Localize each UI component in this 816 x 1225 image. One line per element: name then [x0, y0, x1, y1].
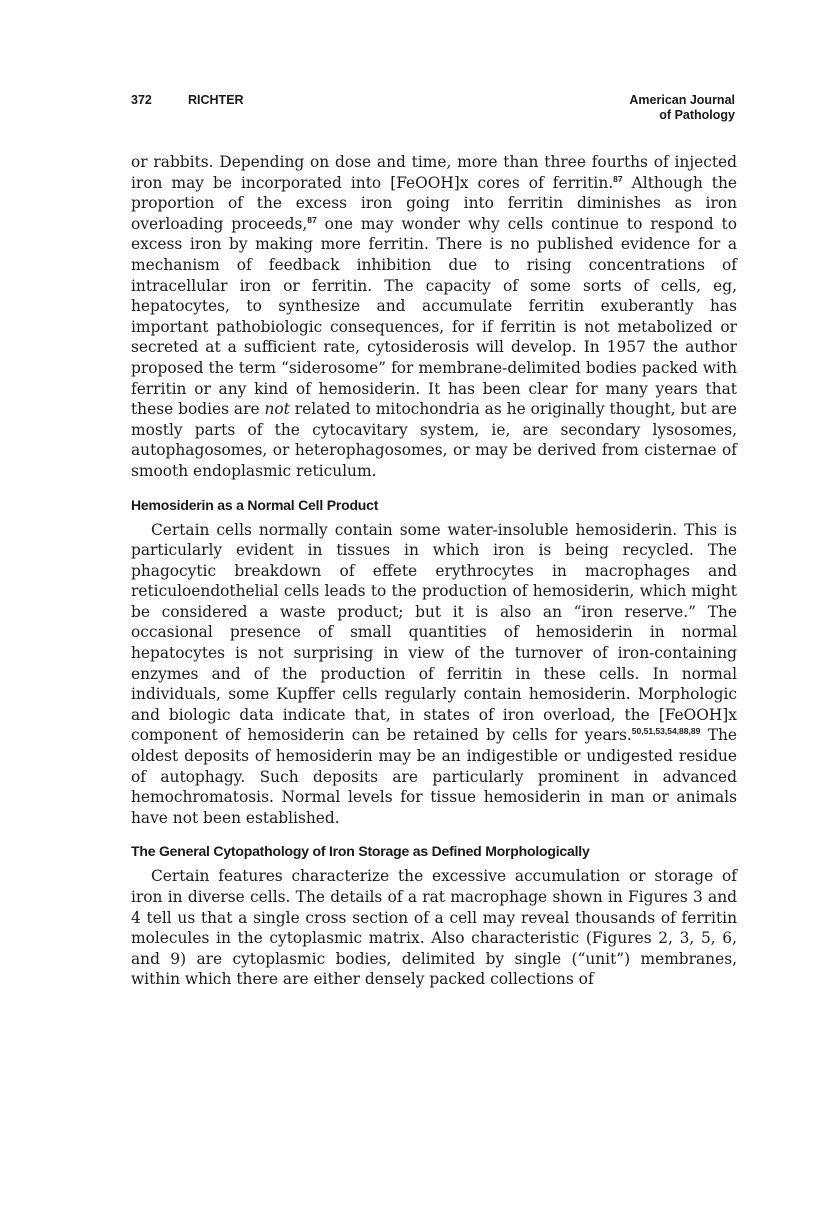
running-author: RICHTER	[188, 93, 244, 107]
reference-superscript: 87	[613, 173, 623, 184]
paragraph-text: or rabbits. Depending on dose and time, more than three fourths of injected iron may be incorporated into [FeOOH]x cores of ferritin.	[131, 153, 737, 192]
paragraph-text: related to mitochondria as he originally thought, but are mostly parts of the cytocavitary system, ie, are secondary lysosomes, autophagosomes, or heterophagosomes, or may be derived from cisternae of smooth endoplasmic reticulum.	[131, 400, 737, 480]
paragraph-text: Certain cells normally contain some water-insoluble hemosiderin. This is particularly evident in tissues in which iron is being recycled. The phagocytic breakdown of effete erythrocytes in macrophages and reticuloendothelial cells leads to the production of hemosiderin, which might be considered a waste product; but it is also an “iron reserve.” The occasional presence of small quantities of hemosiderin in normal hepatocytes is not surprising in view of the turnover of iron-containing enzymes and of the production of ferritin in these cells. In normal individuals, some Kupffer cells regularly contain hemosiderin. Morphologic and biologic data indicate that, in states of iron overload, the [FeOOH]x component of hemosiderin can be retained by cells for years.	[131, 520, 737, 745]
journal-name	[629, 93, 735, 123]
journal-name-line1: American Journal	[629, 93, 735, 107]
reference-superscript: 50,51,53,54,88,89	[631, 726, 701, 737]
paragraph-cytopathology: Certain features characterize the excessive accumulation or storage of iron in diverse cells. The details of a rat macrophage shown in Figures 3 and 4 tell us that a single cross section of a cell may reveal thousands of ferritin molecules in the cytoplasmic matrix. Also characteristic (Figures 2, 3, 5, 6, and 9) are cytoplasmic bodies, delimited by single (“unit”) membranes, within which there are either densely packed collections of	[131, 867, 737, 989]
emphasis-text: not	[264, 400, 290, 419]
paragraph-continued	[131, 152, 737, 482]
paragraph-text: one may wonder why cells continue to respond to excess iron by making more ferritin. There is no published evidence for a mechanism of feedback inhibition due to rising concentrations of intracellular iron or ferritin. The capacity of some sorts of cells, eg, hepatocytes, to synthesize and accumulate ferritin exuberantly has important pathobiologic consequences, for if ferritin is not metabolized or secreted at a sufficient rate, cytosiderosis will develop. In 1957 the author proposed the term “siderosome” for membrane-delimited bodies packed with ferritin or any kind of hemosiderin. It has been clear for many years that these bodies are	[131, 214, 737, 419]
page-number: 372	[131, 93, 152, 107]
section-heading-cytopathology: The General Cytopathology of Iron Storage as Defined Morphologically	[131, 843, 590, 860]
paragraph-text: The oldest deposits of hemosiderin may be an indigestible or undigested residue of autophagy. Such deposits are particularly prominent in advanced hemochromatosis. Normal levels for tissue hemosiderin in man or animals have not been established.	[131, 726, 738, 827]
paragraph-hemosiderin	[131, 520, 737, 829]
reference-superscript: 87	[307, 214, 317, 225]
section-heading-hemosiderin: Hemosiderin as a Normal Cell Product	[131, 496, 379, 513]
body-text	[131, 152, 737, 990]
paragraph-text: Although the proportion of the excess iron going into ferritin diminishes as iron overloading proceeds,	[131, 173, 737, 233]
journal-name-line2: of Pathology	[659, 108, 735, 122]
